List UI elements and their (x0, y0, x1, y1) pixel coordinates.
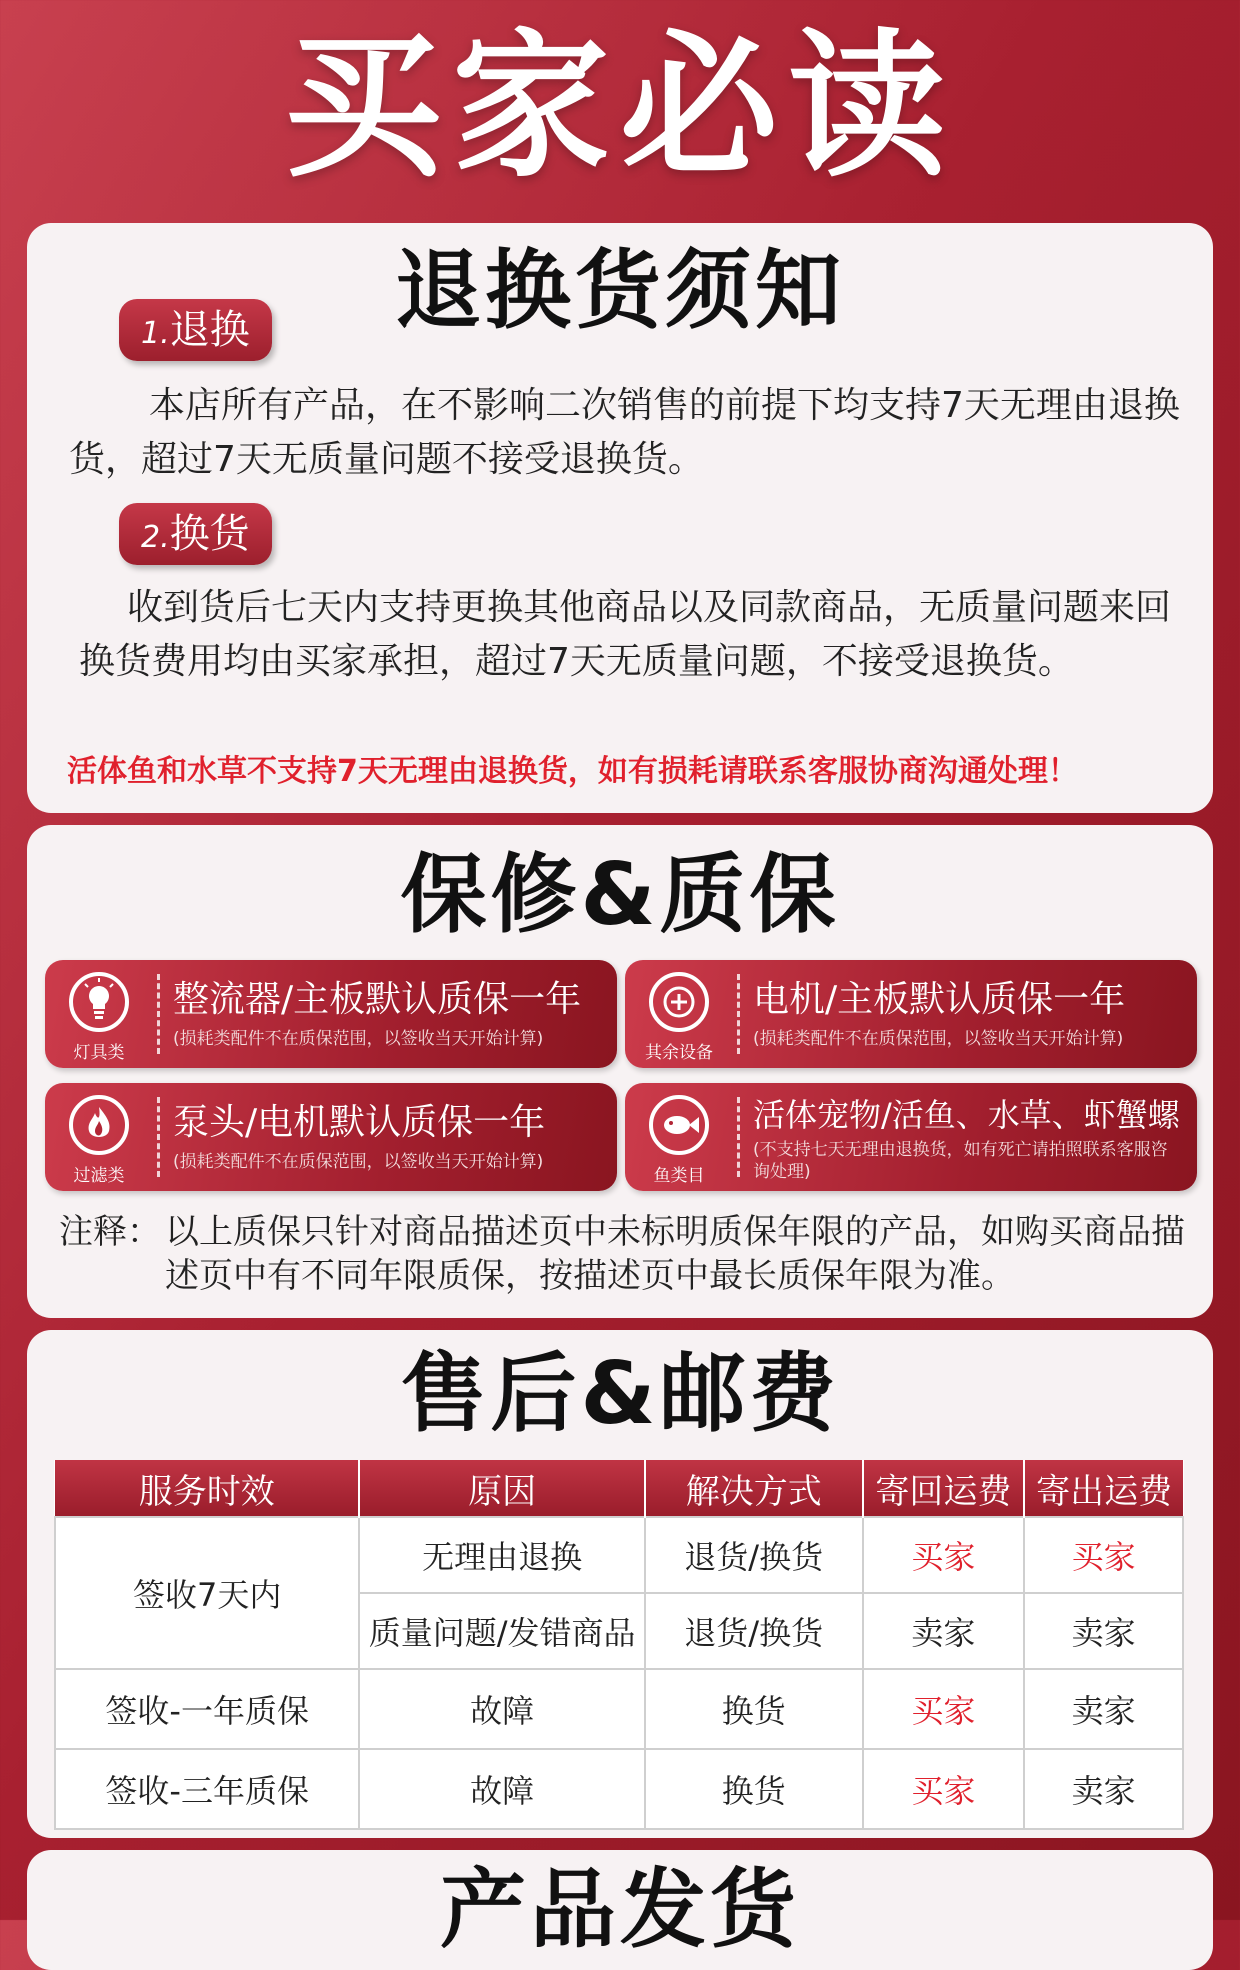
period-cell: 签收-一年质保 (55, 1669, 359, 1749)
solution-cell: 退货/换货 (645, 1593, 863, 1669)
fish-icon (649, 1095, 709, 1155)
flame-icon (69, 1095, 129, 1155)
column-header: 服务时效 (55, 1460, 359, 1517)
card-category: 过滤类 (73, 1166, 125, 1186)
live-fish-warning: 活体鱼和水草不支持7天无理由退换货，如有损耗请联系客服协商沟通处理！ (67, 754, 1078, 789)
solution-cell: 换货 (645, 1669, 863, 1749)
section-badge-return (119, 299, 272, 361)
page-title: 买家必读 (284, 15, 956, 199)
warranty-card-fish (625, 1083, 1197, 1191)
return-fee-cell: 买家 (863, 1517, 1025, 1593)
warranty-card-other-devices (625, 960, 1197, 1068)
warranty-panel (27, 825, 1213, 1318)
after-sales-table (54, 1460, 1184, 1830)
table-row (55, 1517, 1183, 1593)
exchange-policy-text: 收到货后七天内支持更换其他商品以及同款商品，无质量问题来回换货费用均由买家承担，超过7天无质量问题，不接受退换货。 (79, 587, 1172, 682)
card-divider (737, 974, 740, 1054)
after-sales-panel (27, 1330, 1213, 1838)
note-text: 以上质保只针对商品描述页中未标明质保年限的产品，如购买商品描述页中有不同年限质保，按描述页中最长质保年限为准。 (165, 1212, 1185, 1296)
reason-cell: 故障 (359, 1669, 644, 1749)
return-policy-text: 本店所有产品，在不影响二次销售的前提下均支持7天无理由退换货，超过7天无质量问题不接受退换货。 (69, 385, 1180, 480)
solution-cell: 退货/换货 (645, 1517, 863, 1593)
card-note: (损耗类配件不在质保范围，以签收当天开始计算) (753, 1029, 1124, 1049)
card-title: 整流器/主板默认质保一年 (173, 979, 582, 1020)
send-fee-cell: 卖家 (1024, 1593, 1183, 1669)
return-fee-cell: 买家 (863, 1669, 1025, 1749)
card-category: 其余设备 (645, 1043, 713, 1063)
card-note: (损耗类配件不在质保范围，以签收当天开始计算) (173, 1152, 544, 1172)
period-cell: 签收-三年质保 (55, 1749, 359, 1829)
card-note: (损耗类配件不在质保范围，以签收当天开始计算) (173, 1029, 544, 1049)
card-category: 鱼类目 (653, 1166, 705, 1186)
card-divider (737, 1097, 740, 1177)
section-badge-label: 换货 (169, 511, 250, 557)
bulb-icon (69, 972, 129, 1032)
returns-panel (27, 223, 1213, 813)
reason-cell: 质量问题/发错商品 (359, 1593, 644, 1669)
return-fee-cell: 卖家 (863, 1593, 1025, 1669)
card-title: 泵头/电机默认质保一年 (173, 1102, 546, 1143)
return-fee-cell: 买家 (863, 1749, 1025, 1829)
table-row (55, 1749, 1183, 1829)
solution-cell: 换货 (645, 1749, 863, 1829)
period-cell: 签收7天内 (55, 1517, 359, 1669)
after-sales-title: 售后&邮费 (400, 1344, 840, 1444)
reason-cell: 无理由退换 (359, 1517, 644, 1593)
warranty-card-lighting (45, 960, 617, 1068)
column-header: 原因 (359, 1460, 644, 1517)
card-note: (不支持七天无理由退换货，如有死亡请拍照联系客服咨询处理) (753, 1140, 1168, 1182)
card-divider (157, 974, 160, 1054)
warranty-card-filter (45, 1083, 617, 1191)
card-category: 灯具类 (73, 1043, 125, 1063)
column-header: 解决方式 (645, 1460, 863, 1517)
table-header-row (55, 1460, 1183, 1517)
section-badge-number: 1. (141, 316, 170, 351)
card-title: 电机/主板默认质保一年 (753, 979, 1126, 1020)
note-label: 注释： (59, 1212, 161, 1252)
column-header: 寄回运费 (863, 1460, 1025, 1517)
shipping-panel (27, 1850, 1213, 1970)
card-title: 活体宠物/活鱼、水草、虾蟹螺 (753, 1096, 1180, 1134)
section-badge-number: 2. (141, 520, 170, 555)
send-fee-cell: 卖家 (1024, 1749, 1183, 1829)
table-row (55, 1669, 1183, 1749)
send-fee-cell: 买家 (1024, 1517, 1183, 1593)
plus-circle-icon (649, 972, 709, 1032)
reason-cell: 故障 (359, 1749, 644, 1829)
section-badge-label: 退换 (169, 307, 250, 353)
column-header: 寄出运费 (1024, 1460, 1183, 1517)
shipping-title: 产品发货 (440, 1860, 800, 1960)
returns-title: 退换货须知 (395, 241, 845, 341)
card-divider (157, 1097, 160, 1177)
section-badge-exchange (119, 503, 272, 565)
warranty-title: 保修&质保 (400, 845, 840, 945)
send-fee-cell: 卖家 (1024, 1669, 1183, 1749)
